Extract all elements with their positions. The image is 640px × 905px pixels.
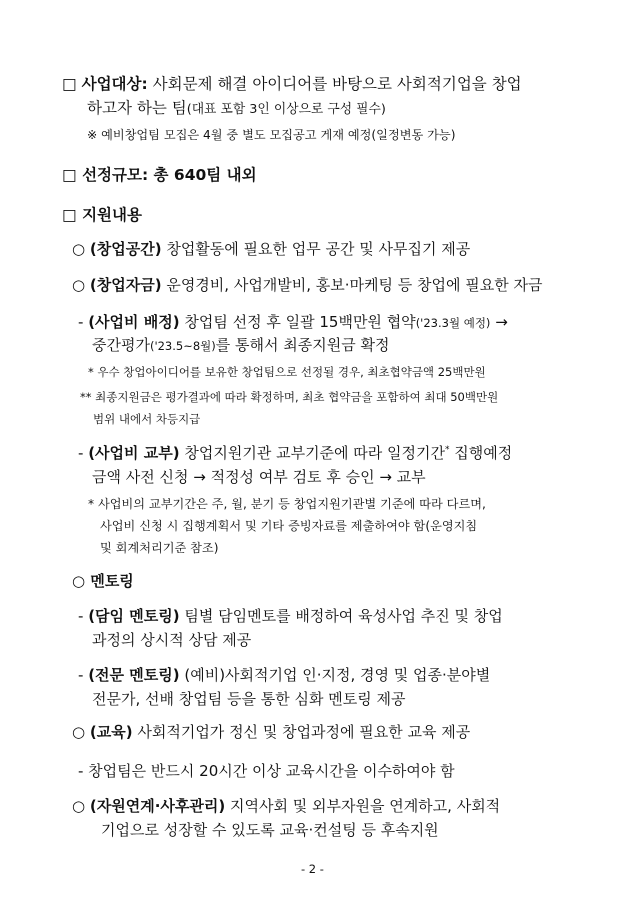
item-grant bbox=[78, 444, 512, 462]
item-note: * 우수 창업아이디어를 보유한 창업팀으로 선정될 경우, 최초협약금액 25백만원 bbox=[88, 365, 486, 379]
item-text: 창업활동에 필요한 업무 공간 및 사무집기 제공 bbox=[166, 240, 471, 258]
item-expert-mentoring-cont: 전문가, 선배 창업팀 등을 통한 심화 멘토링 제공 bbox=[92, 690, 406, 708]
item-text: 창업지원기관 교부기준에 따라 일정기간 bbox=[184, 444, 446, 462]
circle-bullet-icon: ○ bbox=[72, 797, 86, 815]
item-label: 멘토링 bbox=[90, 572, 134, 590]
section-title: 지원내용 bbox=[82, 206, 142, 224]
section-note-inline: (대표 포함 3인 이상으로 구성 필수) bbox=[186, 102, 386, 117]
item-label: (사업비 배정) bbox=[88, 313, 180, 331]
item-label: (전문 멘토링) bbox=[88, 666, 180, 684]
circle-bullet-icon: ○ bbox=[72, 240, 86, 258]
dash-bullet: - bbox=[78, 607, 84, 625]
item-note: 사업비 신청 시 집행계획서 및 기타 증빙자료를 제출하여야 함(운영지침 bbox=[100, 519, 478, 533]
item-text: 운영경비, 사업개발비, 홍보·마케팅 등 창업에 필요한 자금 bbox=[166, 276, 543, 294]
item-label: (창업공간) bbox=[89, 240, 162, 258]
page-number: - 2 - bbox=[301, 862, 324, 876]
item-label: (자원연계·사후관리) bbox=[89, 797, 226, 815]
item-note-inline: ('23.3월 예정) bbox=[415, 316, 491, 330]
circle-bullet-icon: ○ bbox=[72, 276, 86, 294]
circle-bullet-icon: ○ bbox=[72, 572, 86, 590]
item-allocation bbox=[78, 313, 508, 331]
item-mentoring bbox=[72, 572, 134, 590]
item-label: (담임 멘토링) bbox=[88, 607, 180, 625]
section-text: 사회문제 해결 아이디어를 바탕으로 사회적기업을 창업 bbox=[152, 75, 522, 93]
dash-bullet: - bbox=[78, 444, 84, 462]
item-text: 집행예정 bbox=[449, 444, 513, 462]
section-title: 사업대상: bbox=[81, 75, 148, 93]
section-text: 하고자 하는 팀 bbox=[87, 99, 187, 117]
item-space bbox=[72, 240, 470, 258]
checkbox-marker-icon: □ bbox=[62, 75, 77, 93]
item-note-inline: ('23.5~8월) bbox=[149, 339, 216, 353]
item-text: 중간평가 bbox=[92, 336, 150, 354]
section-text-line bbox=[87, 99, 386, 118]
circle-bullet-icon: ○ bbox=[72, 723, 86, 741]
checkbox-marker-icon: □ bbox=[62, 166, 77, 184]
item-linkage bbox=[72, 797, 500, 815]
item-education bbox=[72, 723, 470, 741]
item-text: 를 통해서 최종지원금 확정 bbox=[215, 336, 390, 354]
item-label: (교육) bbox=[89, 723, 133, 741]
section-target bbox=[62, 75, 522, 94]
item-expert-mentoring bbox=[78, 666, 490, 684]
item-grant-cont: 금액 사전 신청 → 적정성 여부 검토 후 승인 → 교부 bbox=[92, 468, 426, 486]
item-fund bbox=[72, 276, 543, 294]
item-label: (창업자금) bbox=[89, 276, 162, 294]
item-note: 및 회계처리기준 참조) bbox=[100, 541, 219, 555]
section-note: ※ 예비창업팀 모집은 4월 중 별도 모집공고 게재 예정(일정변동 가능) bbox=[87, 128, 456, 142]
item-text: (예비)사회적기업 인·지정, 경영 및 업종·분야별 bbox=[184, 666, 491, 684]
section-support bbox=[62, 206, 142, 225]
section-title: 선정규모: 총 640팀 내외 bbox=[82, 166, 257, 184]
dash-bullet: - bbox=[78, 313, 84, 331]
item-text: 팀별 담임멘토를 배정하여 육성사업 추진 및 창업 bbox=[184, 607, 503, 625]
item-note: 범위 내에서 차등지급 bbox=[93, 412, 201, 426]
dash-bullet: - bbox=[78, 666, 84, 684]
item-dedicated-mentoring bbox=[78, 607, 503, 625]
section-scale bbox=[62, 166, 257, 185]
item-dedicated-mentoring-cont: 과정의 상시적 상담 제공 bbox=[92, 631, 252, 649]
item-note: ** 최종지원금은 평가결과에 따라 확정하며, 최초 협약금을 포함하여 최대 50백만원 bbox=[80, 390, 499, 404]
item-text: 지역사회 및 외부자원을 연계하고, 사회적 bbox=[230, 797, 501, 815]
item-linkage-cont: 기업으로 성장할 수 있도록 교육·컨설팅 등 후속지원 bbox=[101, 821, 439, 839]
item-education-sub: - 창업팀은 반드시 20시간 이상 교육시간을 이수하여야 함 bbox=[78, 762, 455, 780]
item-text: 사회적기업가 정신 및 창업과정에 필요한 교육 제공 bbox=[137, 723, 471, 741]
item-label: (사업비 교부) bbox=[88, 444, 180, 462]
footnote-marker: * bbox=[445, 445, 450, 455]
item-allocation-cont bbox=[92, 336, 389, 354]
arrow-icon: → bbox=[495, 313, 508, 331]
checkbox-marker-icon: □ bbox=[62, 206, 77, 224]
item-text: 창업팀 선정 후 일괄 15백만원 협약 bbox=[184, 313, 416, 331]
item-note: * 사업비의 교부기간은 주, 월, 분기 등 창업지원기관별 기준에 따라 다르며, bbox=[88, 497, 486, 511]
